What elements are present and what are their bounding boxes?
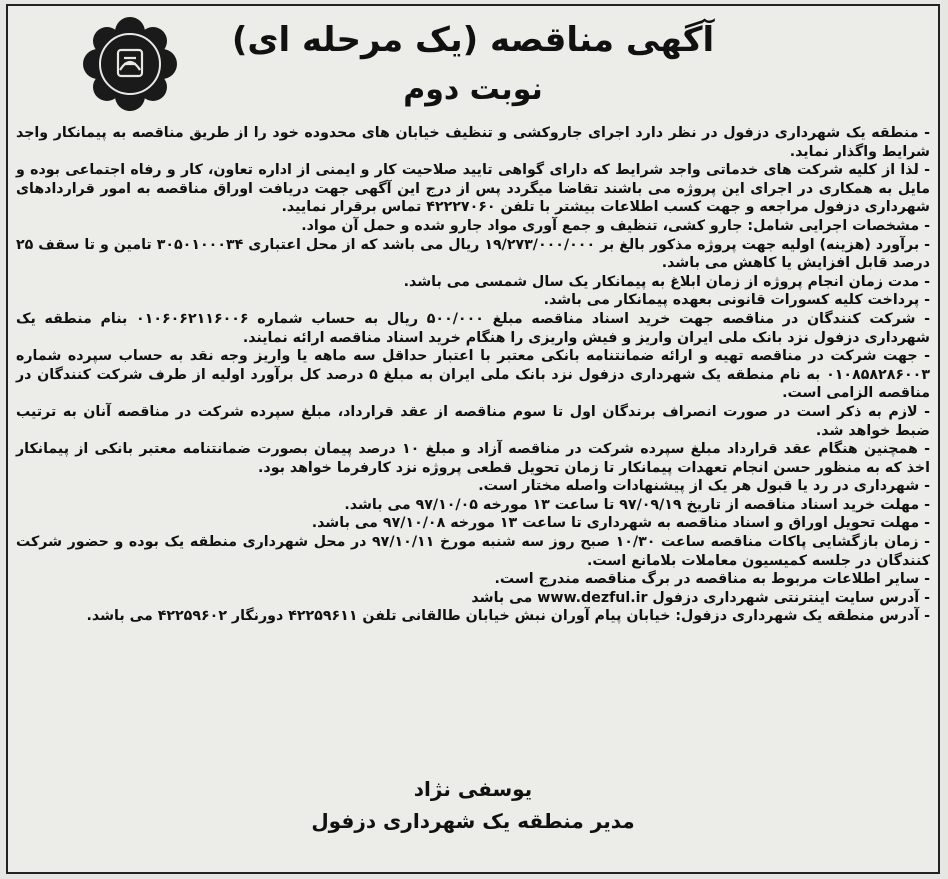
- clause: - مهلت تحویل اوراق و اسناد مناقصه به شهرداری تا ساعت ۱۳ مورخه ۹۷/۱۰/۰۸ می باشد.: [311, 515, 930, 532]
- clause: - برآورد (هزینه) اولیه جهت پروژه مذکور بالغ بر ۱۹/۲۷۳/۰۰۰/۰۰۰ ریال می باشد که از محل اعتباری ۳۰۵۰۱۰۰۰۳۴ تامین و تا سقف ۲۵ درصد قابل افزایش یا کاهش می باشد.: [16, 236, 930, 272]
- clause: - مدت زمان انجام پروژه از زمان ابلاغ به پیمانکار یک سال شمسی می باشد.: [403, 273, 930, 290]
- clause: - منطقه یک شهرداری دزفول در نظر دارد اجرای جاروکشی و تنظیف خیابان های محدوده خود را از طریق مناقصه به پیمانکار واجد شرایط واگذار نماید.: [16, 125, 930, 160]
- notice-title: آگهی مناقصه (یک مرحله ای): [231, 20, 715, 60]
- municipality-emblem-icon: [80, 14, 180, 114]
- clause: - جهت شرکت در مناقصه تهیه و ارائه ضمانتنامه بانکی معتبر با اعتبار حداقل سه ماهه یا واریز وجه نقد به حساب سپرده شماره ۰۱۰۸۵۸۲۸۶۰۰۳ به نام منطقه یک شهرداری دزفول نزد بانک ملی ایران به مبلغ ۵ درصد کل برآورد اولیه از طرف شرکت کنندگان در مناقصه الزامی است.: [16, 348, 931, 402]
- clause: - مشخصات اجرایی شامل: جارو کشی، تنظیف و جمع آوری مواد جارو شده و حمل آن مواد.: [301, 217, 930, 234]
- signatory-title: مدیر منطقه یک شهرداری دزفول: [311, 809, 635, 833]
- signatory-name: یوسفی نژاد: [413, 777, 533, 801]
- clause: - آدرس منطقه یک شهرداری دزفول: خیابان پیام آوران نبش خیابان طالقانی تلفن ۴۲۲۵۹۶۱۱ دورنگار ۴۲۲۵۹۶۰۲ می باشد.: [86, 608, 930, 625]
- clause: - لازم به ذکر است در صورت انصراف برندگان اول تا سوم مناقصه از عقد قرارداد، مبلغ سپرده شرکت در مناقصه آنان به ترتیب ضبط خواهد شد.: [16, 403, 930, 439]
- clause: - همچنین هنگام عقد قرارداد مبلغ سپرده شرکت در مناقصه آزاد و مبلغ ۱۰ درصد پیمان بصورت ضمانتنامه معتبر بانکی از پیمانکار اخذ که به منظور حسن انجام تعهدات پیمانکار تا زمان تحویل قطعی پروژه نزد کارفرما خواهد بود.: [16, 441, 930, 476]
- clause: - شهرداری در رد یا قبول هر یک از پیشنهادات واصله مختار است.: [478, 478, 930, 495]
- clause: - شرکت کنندگان در مناقصه جهت خرید اسناد مناقصه مبلغ ۵۰۰/۰۰۰ ریال به حساب شماره ۰۱۰۶۰۶۲۱۱۶۰۰۶ بنام منطقه یک شهرداری دزفول نزد بانک ملی ایران واریز و فیش واریزی را هنگام خرید اسناد مناقصه ارائه نمایند.: [16, 310, 930, 346]
- clause: - لذا از کلیه شرکت های خدماتی واجد شرایط که دارای گواهی تایید صلاحیت کار و ایمنی از اداره تعاون، کار و رفاه اجتماعی بوده و مایل به همکاری در اجرای این پروژه می باشند تقاضا میگردد پس از درج این آگهی جهت دریافت اوراق مناقصه به امور قراردادهای شهرداری دزفول مراجعه و جهت کسب اطلاعات بیشتر با تلفن ۴۲۲۲۷۰۶۰ تماس برقرار نمایید.: [16, 162, 930, 216]
- notice-subtitle: نوبت دوم: [403, 72, 543, 107]
- clause: - زمان بازگشایی پاکات مناقصه ساعت ۱۰/۳۰ صبح روز سه شنبه مورخ ۹۷/۱۰/۱۱ در محل شهرداری منطقه یک بوده و حضور شرکت کنندگان در جلسه کمیسیون معاملات بلامانع است.: [16, 534, 931, 569]
- clause: - آدرس سایت اینترنتی شهرداری دزفول www.dezful.ir می باشد: [471, 589, 930, 606]
- clause: - پرداخت کلیه کسورات قانونی بعهده پیمانکار می باشد.: [543, 292, 930, 309]
- tender-notice: [6, 4, 940, 874]
- notice-body: [16, 124, 930, 626]
- clause: - مهلت خرید اسناد مناقصه از تاریخ ۹۷/۰۹/۱۹ تا ساعت ۱۳ مورخه ۹۷/۱۰/۰۵ می باشد.: [344, 496, 930, 513]
- clause: - سایر اطلاعات مربوط به مناقصه در برگ مناقصه مندرج است.: [494, 571, 930, 588]
